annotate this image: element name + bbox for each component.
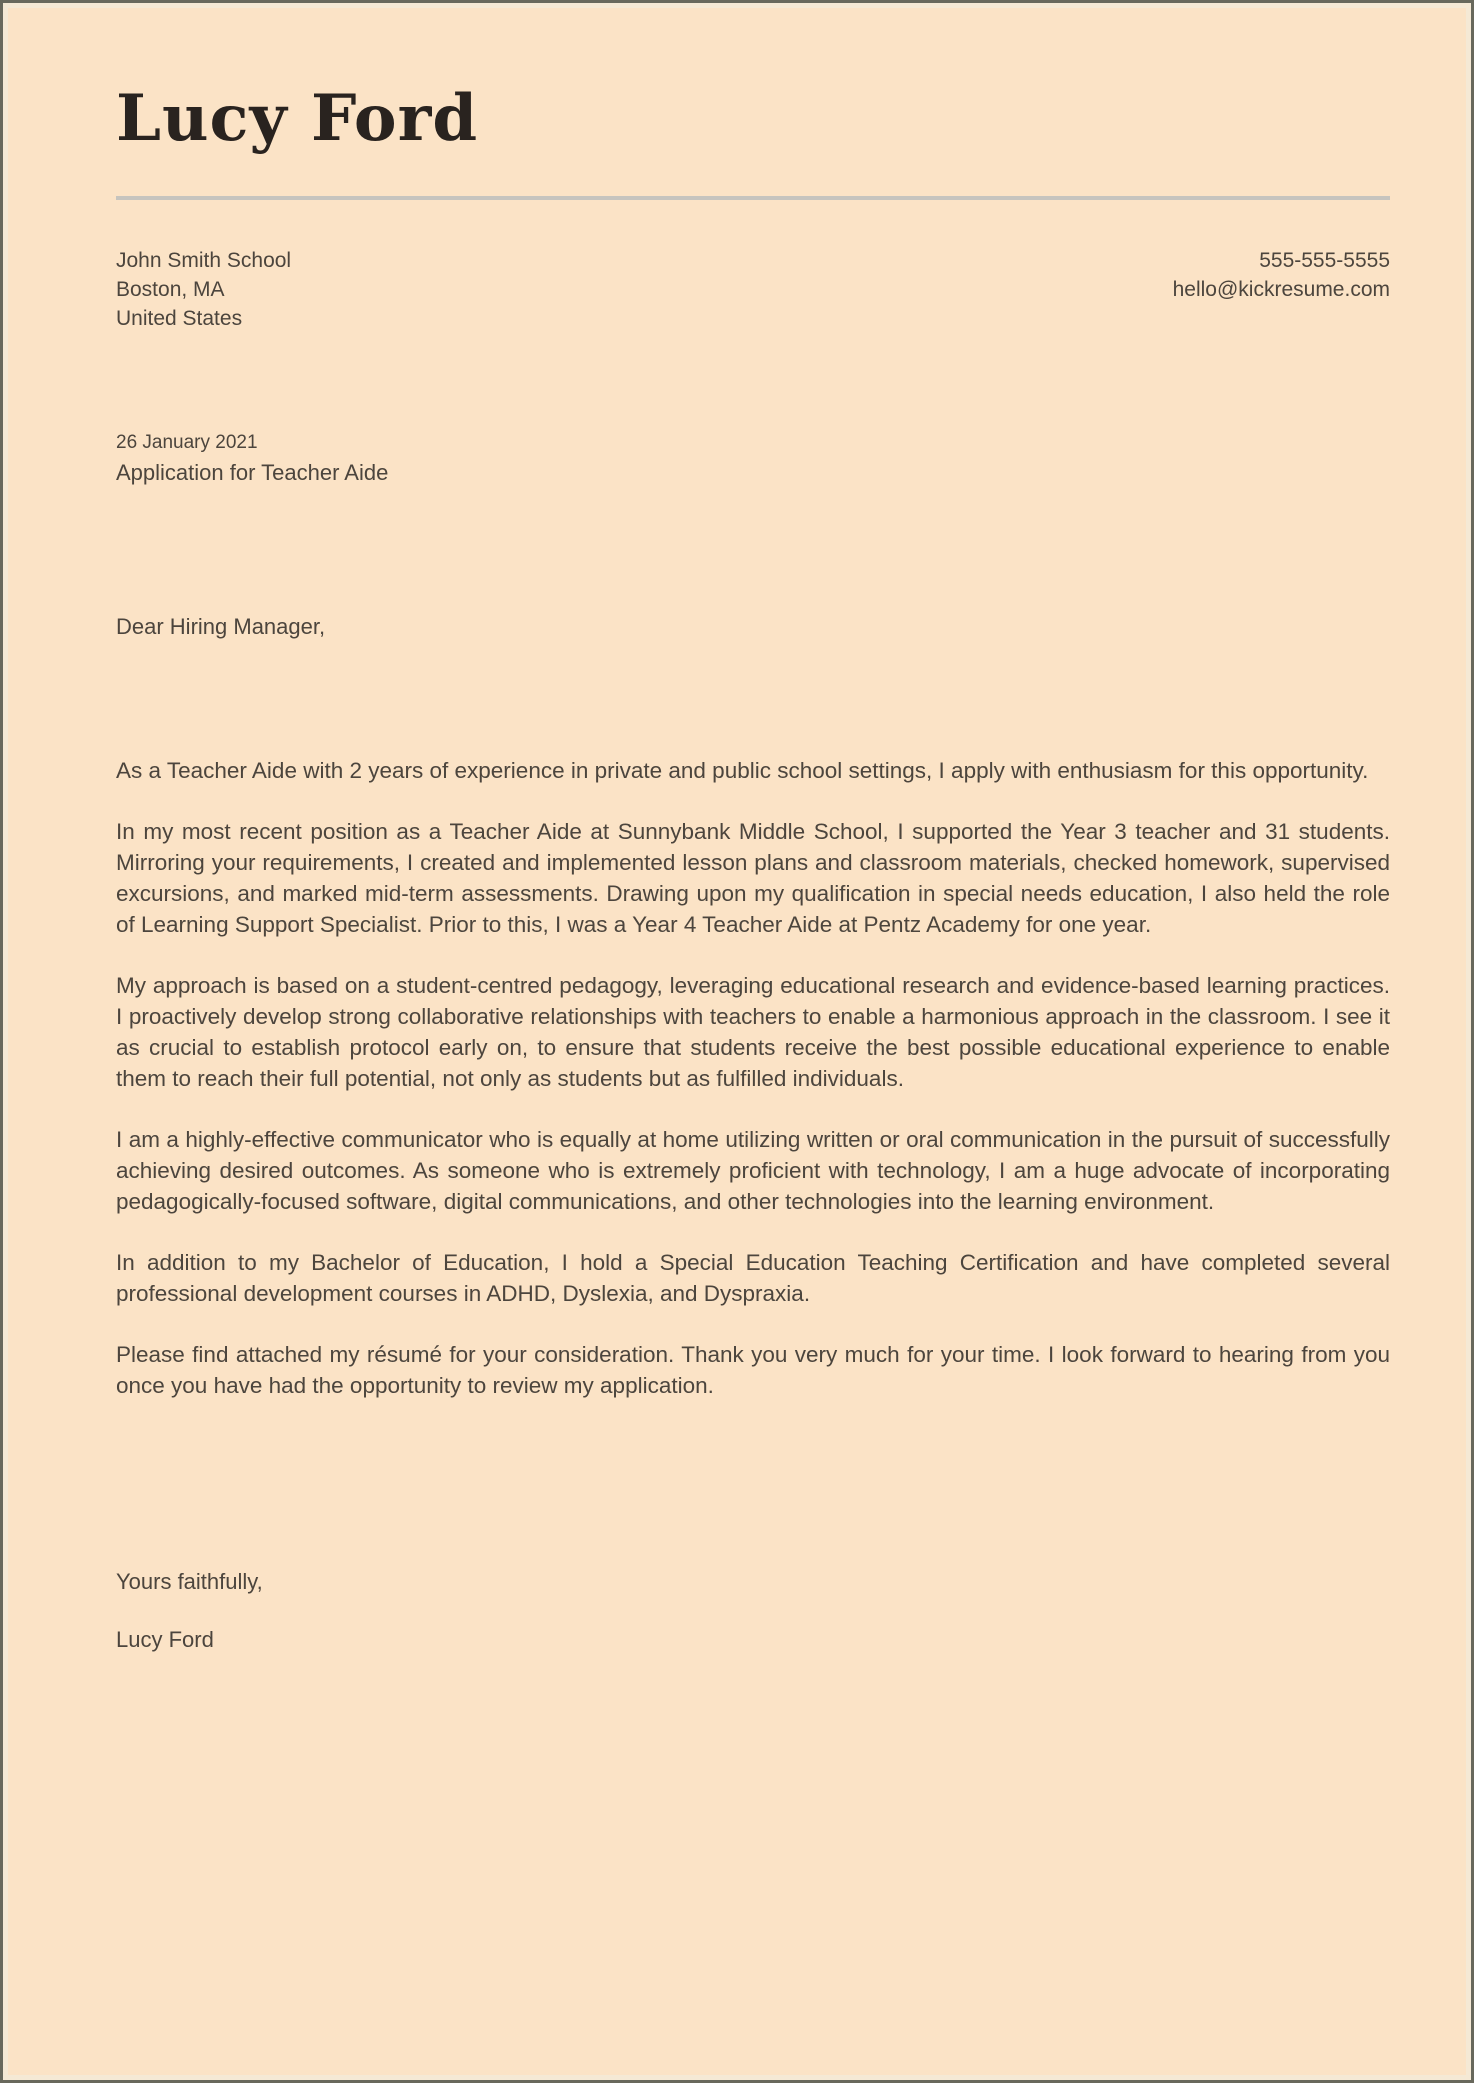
letter-closing-section	[116, 1566, 263, 1655]
recipient-country: United States	[116, 307, 243, 330]
recipient-address-block	[116, 246, 291, 333]
letter-paragraph: I am a highly-effective communicator who is equally at home utilizing written or oral communication in the pursuit of successfully achieving desired outcomes. As someone who is extremely proficient with technology, I am a huge advocate of incorporating pedagogically-focused software, digital communications, and other technologies into the learning environment.	[116, 1127, 1390, 1214]
sender-phone: 555-555-5555	[1259, 249, 1390, 272]
letter-signature: Lucy Ford	[116, 1627, 214, 1652]
letter-date: 26 January 2021	[116, 432, 258, 453]
recipient-city: Boston, MA	[116, 278, 225, 301]
letter-subject: Application for Teacher Aide	[116, 460, 389, 485]
contact-section	[116, 246, 1390, 333]
sender-email: hello@kickresume.com	[1172, 278, 1390, 301]
recipient-school: John Smith School	[116, 249, 292, 272]
letter-paragraph: In my most recent position as a Teacher Aide at Sunnybank Middle School, I supported the Year 3 teacher and 31 students. Mirroring your requirements, I created and implemented lesson plans and classroom materials, checked homework, supervised excursions, and marked mid-term assessments. Drawing upon my qualification in special needs education, I also held the role of Learning Support Specialist. Prior to this, I was a Year 4 Teacher Aide at Pentz Academy for one year.	[116, 819, 1390, 937]
letter-closing: Yours faithfully,	[116, 1569, 263, 1594]
letter-paragraph: As a Teacher Aide with 2 years of experience in private and public school settings, I apply with enthusiasm for this opportunity.	[116, 758, 1369, 783]
applicant-name-heading: Lucy Ford	[116, 81, 479, 156]
letter-paragraph: Please find attached my résumé for your consideration. Thank you very much for your time. I look forward to hearing from you once you have had the opportunity to review my application.	[116, 1342, 1390, 1398]
letter-paragraph: My approach is based on a student-centred pedagogy, leveraging educational research and evidence-based learning practices. I proactively develop strong collaborative relationships with teachers to enable a harmonious approach in the classroom. I see it as crucial to establish protocol early on, to ensure that students receive the best possible educational experience to enable them to reach their full potential, not only as students but as fulfilled individuals.	[116, 973, 1390, 1091]
letter-body	[116, 755, 1390, 1431]
letter-paragraph: In addition to my Bachelor of Education, I hold a Special Education Teaching Certification and have completed several professional development courses in ADHD, Dyslexia, and Dyspraxia.	[116, 1250, 1390, 1306]
letter-salutation: Dear Hiring Manager,	[116, 614, 326, 639]
header-divider-rule	[116, 196, 1390, 200]
sender-contact-block	[1173, 246, 1390, 333]
